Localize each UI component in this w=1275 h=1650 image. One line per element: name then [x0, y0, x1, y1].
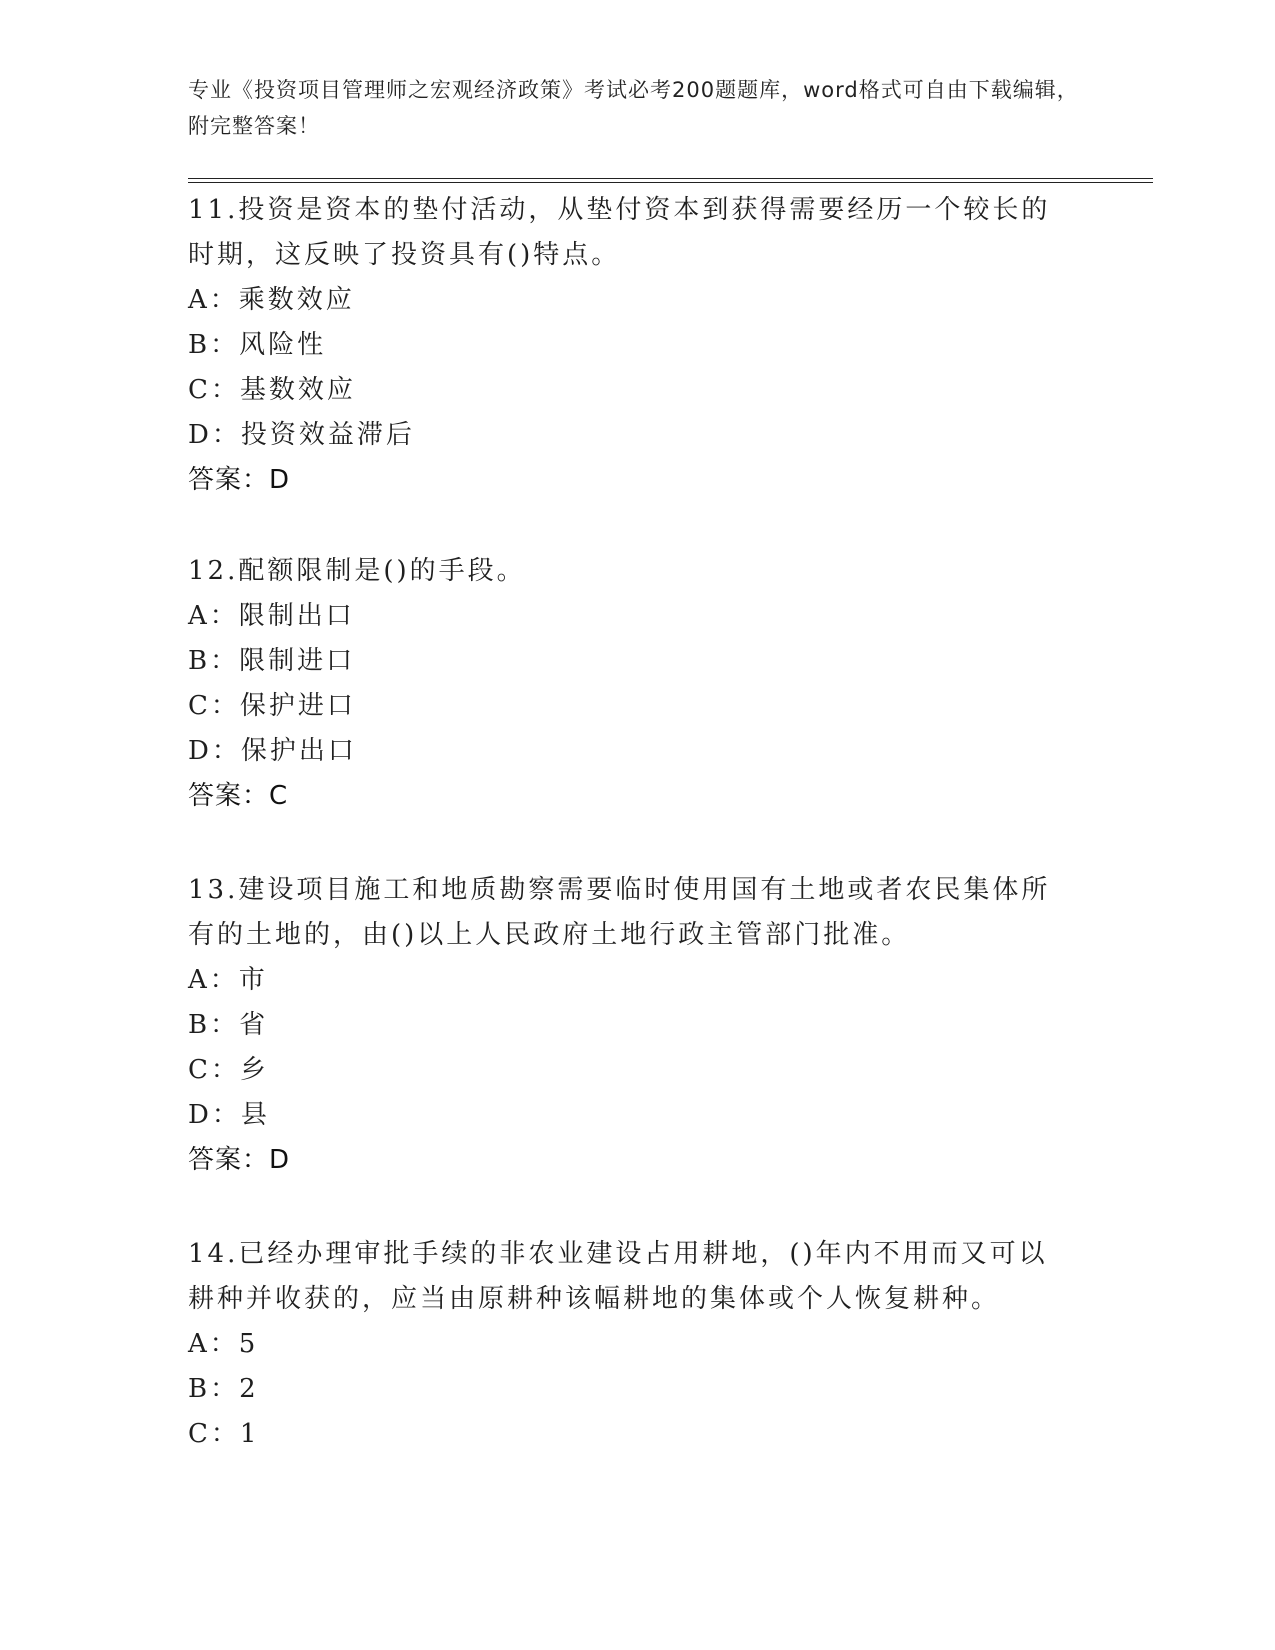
option-b: B：2 [188, 1374, 259, 1404]
option-a: A：市 [188, 965, 268, 995]
question-stem: 12.配额限制是()的手段。 [188, 556, 526, 586]
option-c: C：基数效应 [188, 375, 356, 405]
answer-line: 答案：D [188, 465, 291, 495]
header-rule-top [188, 178, 1153, 179]
option-a: A：乘数效应 [188, 285, 355, 315]
option-d: D：保护出口 [188, 736, 357, 766]
question-stem: 11.投资是资本的垫付活动，从垫付资本到获得需要经历一个较长的时期，这反映了投资具有()特点。 [188, 195, 1051, 270]
question-13 [188, 868, 1068, 1183]
document-header: 专业《投资项目管理师之宏观经济政策》考试必考200题题库，word格式可自由下载编辑，附完整答案！ [188, 78, 1079, 138]
question-12 [188, 549, 1068, 819]
option-c: C：1 [188, 1419, 260, 1449]
header-rule-bottom [188, 182, 1153, 183]
question-14 [188, 1232, 1068, 1457]
question-stem: 14.已经办理审批手续的非农业建设占用耕地，()年内不用而又可以耕种并收获的，应当由原耕种该幅耕地的集体或个人恢复耕种。 [188, 1239, 1048, 1314]
option-c: C：保护进口 [188, 691, 356, 721]
question-stem: 13.建设项目施工和地质勘察需要临时使用国有土地或者农民集体所有的土地的，由()以上人民政府土地行政主管部门批准。 [188, 875, 1051, 950]
answer-line: 答案：C [188, 781, 289, 811]
option-b: B：风险性 [188, 330, 327, 360]
option-a: A：限制出口 [188, 601, 355, 631]
answer-line: 答案：D [188, 1145, 291, 1175]
question-11 [188, 188, 1068, 503]
option-b: B：限制进口 [188, 646, 356, 676]
option-a: A：5 [188, 1329, 259, 1359]
option-d: D：县 [188, 1100, 270, 1130]
option-b: B：省 [188, 1010, 269, 1040]
option-c: C：乡 [188, 1055, 269, 1085]
option-d: D：投资效益滞后 [188, 420, 415, 450]
